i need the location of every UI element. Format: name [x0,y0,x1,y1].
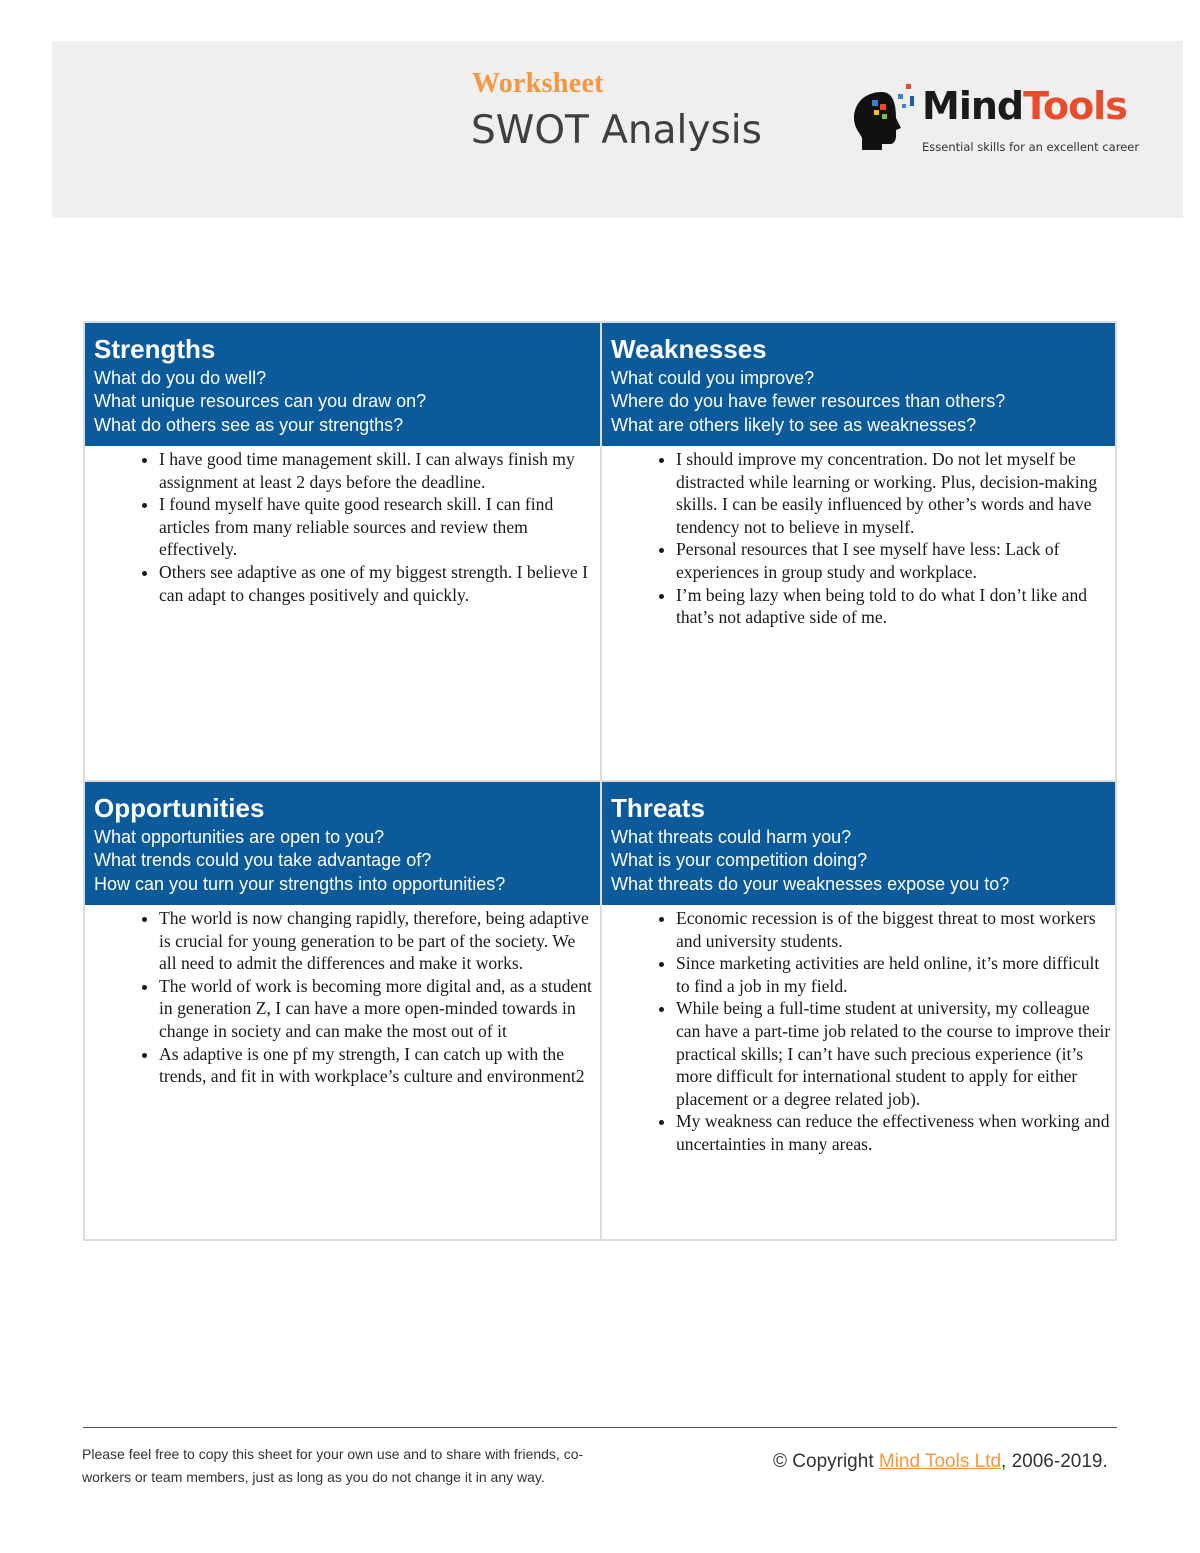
strengths-header [85,323,600,446]
weaknesses-question: Where do you have fewer resources than others? [611,391,1006,412]
list-item: • I should improve my concentration. Do not let myself be distracted while learning or working. Plus, decision-making skills. I can be easily influenced by other’s words and have tendency not to believe in myself. [676,448,1111,538]
footer-divider [83,1427,1117,1428]
strengths-question: What do you do well? [94,368,267,388]
list-item: • While being a full-time student at university, my colleague can have a part-time job related to the course to improve their practical skills; I can’t have such precious experience (it’s more difficult for international student to apply for either placement or a degree related job). [676,997,1111,1110]
strengths-question: What do others see as your strengths? [94,414,404,435]
opportunities-question: How can you turn your strengths into opportunities? [94,873,506,894]
opportunities-header [85,782,600,905]
list-item: • Others see adaptive as one of my biggest strength. I believe I can adapt to changes positively and quickly. [159,561,596,606]
mindtools-link[interactable]: Mind Tools Ltd [878,1451,1002,1472]
threats-question: What threats could harm you? [611,827,852,847]
weaknesses-header [602,323,1115,446]
opportunities-question: What trends could you take advantage of? [94,850,432,871]
threats-quadrant [602,782,1115,1239]
list-item: • Personal resources that I see myself have less: Lack of experiences in group study and workplace. [676,538,1111,583]
list-item: • As adaptive is one pf my strength, I can catch up with the trends, and fit in with workplace’s culture and environment2 [159,1043,596,1088]
threats-body[interactable] [602,905,1115,1156]
footer-note: Please feel free to copy this sheet for your own use and to share with friends, co-workers or team members, just as long as you do not change it in any way. [82,1446,584,1485]
opportunities-body[interactable] [85,905,600,1088]
list-item: • The world of work is becoming more digital and, as a student in generation Z, I can have a more open-minded towards in change in society and can make the most out of it [159,975,596,1043]
weaknesses-question: What are others likely to see as weaknesses? [611,414,977,435]
list-item: • Since marketing activities are held online, it’s more difficult to find a job in my field. [676,952,1111,997]
head-silhouette-logo-icon [852,78,920,158]
weaknesses-title: Weaknesses [611,334,767,364]
list-item: • I have good time management skill. I can always finish my assignment at least 2 days before the deadline. [159,448,596,493]
threats-question: What threats do your weaknesses expose you to? [611,873,1010,894]
threats-header [602,782,1115,905]
list-item: • The world is now changing rapidly, therefore, being adaptive is crucial for young generation to be part of the society. We all need to admit the differences and make it works. [159,907,596,975]
list-item: • I found myself have quite good research skill. I can find articles from many reliable sources and review them effectively. [159,493,596,561]
logo-tagline: Essential skills for an excellent career [922,140,1140,154]
weaknesses-body[interactable] [602,446,1115,629]
opportunities-quadrant [85,782,600,1239]
weaknesses-quadrant [602,323,1115,780]
threats-question: What is your competition doing? [611,850,868,871]
worksheet-label: Worksheet [472,68,604,99]
mindtools-logo [852,78,1142,158]
swot-grid [83,321,1117,1241]
weaknesses-question: What could you improve? [611,368,815,388]
footer-copyright: © Copyright Mind Tools Ltd, 2006-2019. [773,1451,1108,1472]
list-item: • Economic recession is of the biggest threat to most workers and university students. [676,907,1111,952]
opportunities-question: What opportunities are open to you? [94,827,385,847]
strengths-body[interactable] [85,446,600,606]
threats-title: Threats [611,793,705,823]
strengths-title: Strengths [94,334,216,364]
list-item: • My weakness can reduce the effectiveness when working and uncertainties in many areas. [676,1110,1111,1155]
list-item: • I’m being lazy when being told to do what I don’t like and that’s not adaptive side of me. [676,584,1111,629]
strengths-question: What unique resources can you draw on? [94,391,427,412]
logo-wordmark: MindTools [922,84,1127,128]
strengths-quadrant [85,323,600,780]
page-title: SWOT Analysis [471,108,762,153]
opportunities-title: Opportunities [94,793,265,823]
